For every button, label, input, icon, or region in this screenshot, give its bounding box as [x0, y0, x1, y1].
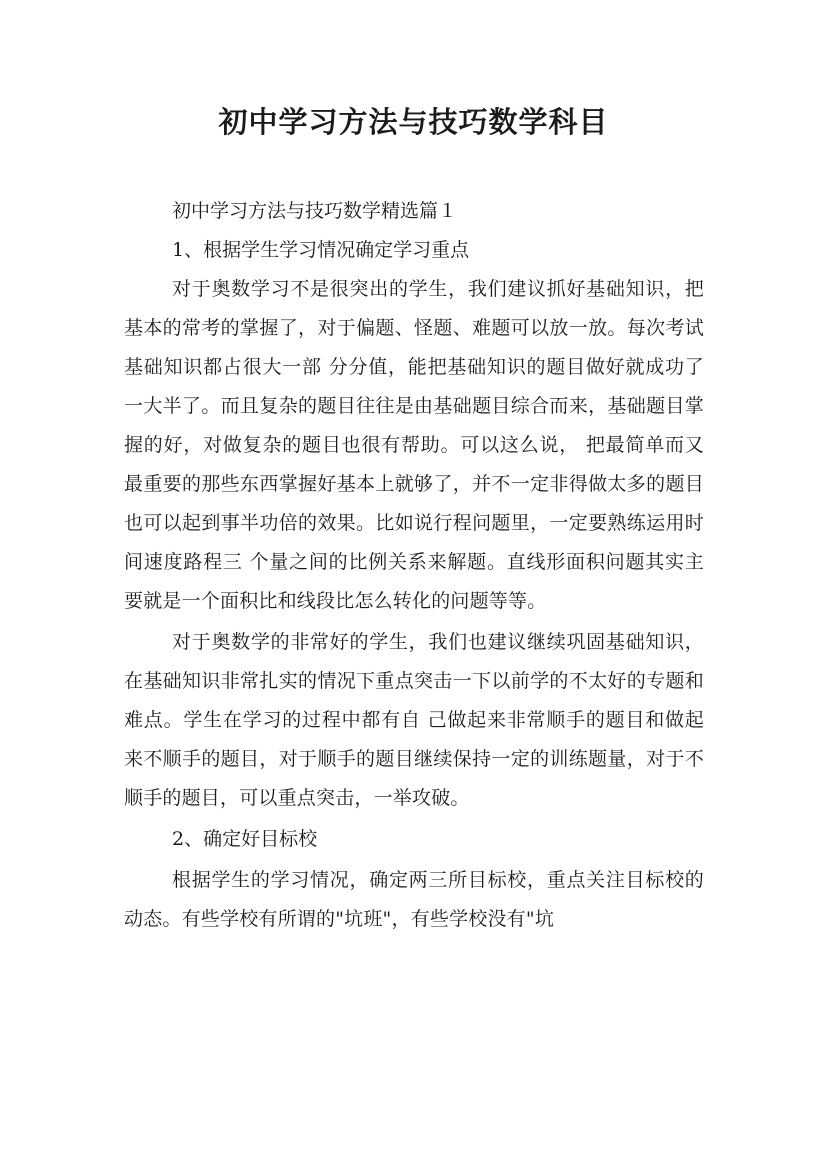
paragraph-target-school: 根据学生的学习情况，确定两三所目标校，重点关注目标校的动态。有些学校有所谓的"坑班"，有些学校没有"坑	[124, 869, 704, 930]
paragraph-basic-students: 对于奥数学习不是很突出的学生，我们建议抓好基础知识，把基本的常考的掌握了，对于偏题、怪题、难题可以放一放。每次考试基础知识都占很大一部 分分值，能把基础知识的题目做好就成功了一大半了。而且复杂的题目往往是由基础题目综合而来，基础题目掌握的好，对做复杂的题目也很有帮助。可以这么说， 把最简单而又最重要的那些东西掌握好基本上就够了，并不一定非得做太多的题目也可以起到事半功倍的效果。比如说行程问题里，一定要熟练运用时间速度路程三 个量之间的比例关系来解题。直线形面积问题其实主要就是一个面积比和线段比怎么转化的问题等等。	[124, 278, 704, 612]
heading-target-school: 2、确定好目标校	[172, 828, 318, 850]
paragraph-advanced-students: 对于奥数学的非常好的学生，我们也建议继续巩固基础知识，在基础知识非常扎实的情况下重点突击一下以前学的不太好的专题和难点。学生在学习的过程中都有自 己做起来非常顺手的题目和做起来不顺手的题目，对于顺手的题目继续保持一定的训练题量，对于不顺手的题目，可以重点突击，一举攻破。	[124, 631, 704, 809]
document-title: 初中学习方法与技巧数学科目	[218, 105, 609, 139]
document-body	[124, 192, 704, 939]
heading-study-focus: 1、根据学生学习情况确定学习重点	[172, 239, 470, 261]
section-title: 初中学习方法与技巧数学精选篇１	[172, 200, 458, 222]
